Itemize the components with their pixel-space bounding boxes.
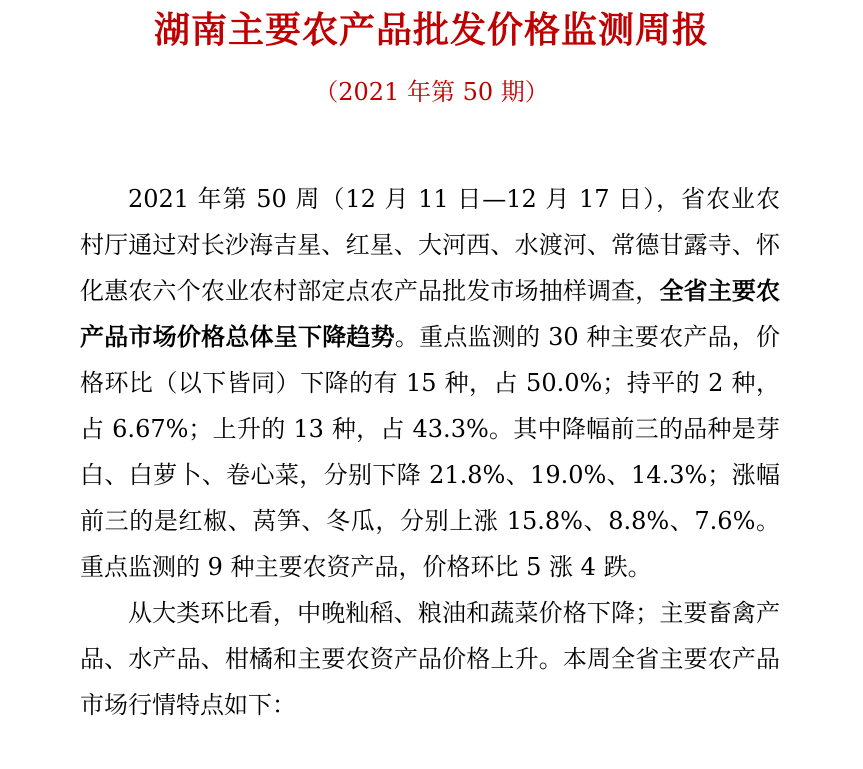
summary-detail-text: 。重点监测的 30 种主要农产品，价格环比（以下皆同）下降的有 15 种，占 50.0%；持平的 2 种，占 6.67%；上升的 13 种，占 43.3%。其中降幅前三的品种是芽白、白萝卜、卷心菜，分别下降 21.8%、19.0%、14.3%；涨幅前三的是红椒、莴笋、冬瓜，分别上涨 15.8%、8.8%、7.6%。重点监测的 9 种主要农资产品，价格环比 5 涨 4 跌。 (80, 323, 781, 581)
summary-paragraph (80, 176, 780, 590)
summary-highlight-text: 全省主要农产品市场价格总体呈下降趋势 (80, 276, 781, 351)
report-body (80, 176, 780, 728)
summary-intro-text: 2021 年第 50 周（12 月 11 日—12 月 17 日），省农业农村厅通过对长沙海吉星、红星、大河西、水渡河、常德甘露寺、怀化惠农六个农业农村部定点农产品批发市场抽样调查， (80, 185, 780, 305)
category-paragraph: 从大类环比看，中晚籼稻、粮油和蔬菜价格下降；主要畜禽产品、水产品、柑橘和主要农资产品价格上升。本周全省主要农产品市场行情特点如下： (80, 599, 780, 719)
report-title: 湖南主要农产品批发价格监测周报 (153, 9, 709, 51)
report-issue-subtitle: （2021 年第 50 期） (314, 78, 549, 106)
